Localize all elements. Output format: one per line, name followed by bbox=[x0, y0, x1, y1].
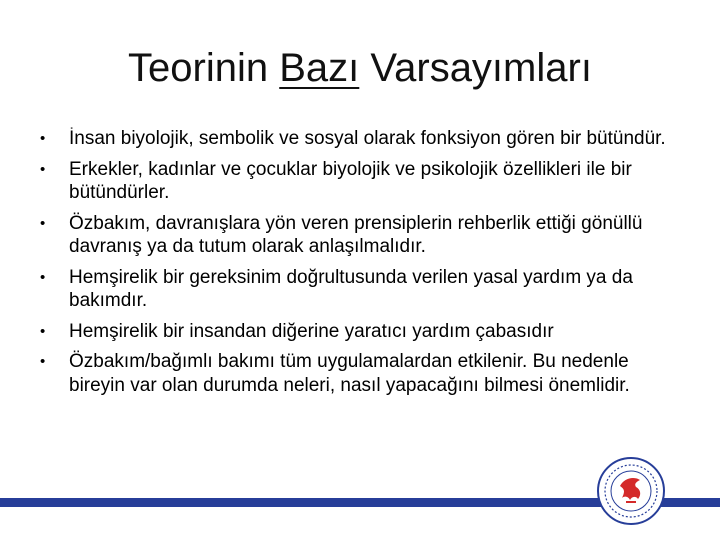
bullet-text: İnsan biyolojik, sembolik ve sosyal olarak fonksiyon gören bir bütündür. bbox=[69, 128, 666, 149]
bullet-text: Erkekler, kadınlar ve çocuklar biyolojik ve psikolojik özellikleri ile bir bütündürler. bbox=[69, 158, 632, 203]
bullet-item bbox=[36, 350, 666, 397]
bullet-marker: • bbox=[40, 130, 46, 147]
bullet-text: Hemşirelik bir gereksinim doğrultusunda verilen yasal yardım ya da bakımdır. bbox=[69, 266, 633, 311]
bullet-item bbox=[36, 320, 666, 344]
bullet-marker: • bbox=[40, 160, 46, 178]
bullet-text: Özbakım/bağımlı bakımı tüm uygulamalardan etkilenir. Bu nedenle bireyin var olan durumda neleri, nasıl yapacağını bilmesi önemlidir. bbox=[69, 351, 630, 396]
slide-title bbox=[0, 40, 720, 96]
bullet-text: Özbakım, davranışlara yön veren prensiplerin rehberlik ettiği gönüllü davranış ya da tutum olarak anlaşılmalıdır. bbox=[69, 212, 643, 257]
bullet-marker: • bbox=[40, 268, 46, 286]
title-part-1: Teorinin bbox=[128, 46, 280, 90]
bullet-marker: • bbox=[40, 322, 46, 340]
bullet-item bbox=[36, 127, 666, 151]
bullet-item bbox=[36, 212, 666, 259]
bullet-item bbox=[36, 158, 666, 205]
university-seal-icon bbox=[596, 456, 666, 526]
bullet-marker: • bbox=[40, 214, 46, 232]
bullet-list bbox=[36, 127, 666, 404]
title-part-2: Bazı bbox=[279, 46, 360, 90]
bullet-text: Hemşirelik bir insandan diğerine yaratıcı yardım çabasıdır bbox=[69, 320, 554, 342]
title-part-3: Varsayımları bbox=[359, 46, 592, 90]
bullet-marker: • bbox=[40, 353, 46, 370]
bullet-item bbox=[36, 266, 666, 313]
